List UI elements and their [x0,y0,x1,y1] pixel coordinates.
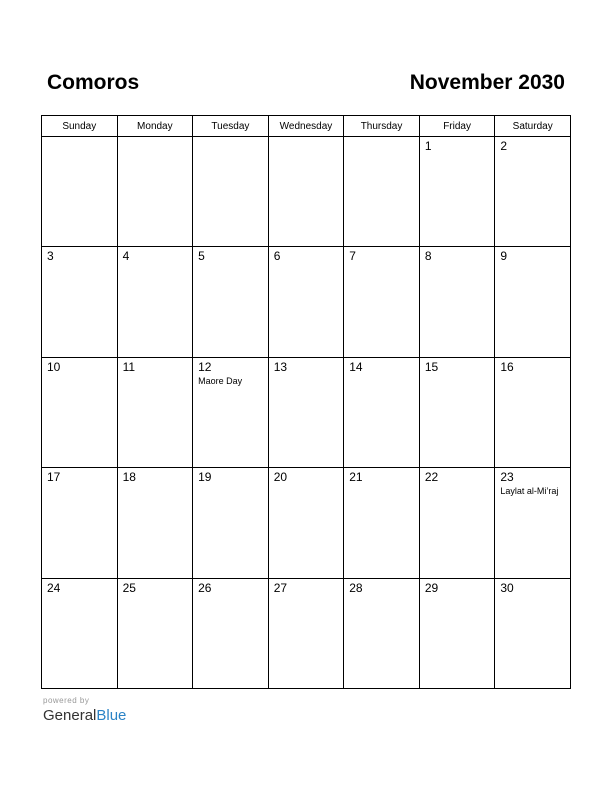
holiday-label: Laylat al-Mi’raj [500,486,559,497]
day-number: 18 [122,470,136,485]
day-cell [344,468,420,578]
day-number [42,137,117,140]
month-year-title: November 2030 [409,71,565,94]
day-number: 8 [424,249,432,264]
day-number: 28 [349,580,363,595]
day-cell [268,578,344,688]
day-number [344,137,419,140]
weekday-friday: Friday [419,116,495,137]
footer-branding [43,696,126,724]
day-cell [495,578,571,688]
day-number: 23 [500,470,514,485]
day-cell [42,357,118,467]
day-number: 9 [500,249,508,264]
day-number: 1 [424,139,432,153]
day-cell [193,137,269,247]
day-cell [42,137,118,247]
brand-name-part1: General [43,707,97,724]
day-number: 21 [349,470,363,485]
day-cell [344,137,420,247]
day-number: 20 [273,470,288,485]
day-cell [193,578,269,688]
day-cell [42,247,118,357]
week-row [42,578,571,688]
day-number: 11 [122,359,136,374]
day-number: 24 [47,580,61,595]
day-number [193,137,268,140]
day-cell [344,247,420,357]
day-cell [42,578,118,688]
calendar-grid [41,115,571,689]
powered-by-text: powered by [43,696,90,705]
weekday-monday: Monday [117,116,193,137]
day-cell [193,357,269,467]
day-cell [419,247,495,357]
week-row [42,468,571,578]
day-number: 13 [273,359,288,374]
day-cell [419,468,495,578]
day-number: 4 [122,249,130,264]
day-cell [117,468,193,578]
day-number: 7 [349,249,356,264]
day-cell [117,357,193,467]
day-cell [495,247,571,357]
day-cell [42,468,118,578]
day-number: 14 [349,359,363,374]
weekday-thursday: Thursday [344,116,420,137]
day-number: 2 [500,139,508,153]
day-number: 12 [198,359,212,374]
day-cell [344,357,420,467]
week-row [42,137,571,247]
day-number: 10 [47,359,61,374]
day-cell [117,137,193,247]
day-cell [193,247,269,357]
day-number: 26 [198,580,212,595]
day-number [118,137,193,140]
day-cell [193,468,269,578]
weekday-tuesday: Tuesday [193,116,269,137]
day-cell [419,578,495,688]
day-cell [117,247,193,357]
day-cell [117,578,193,688]
weekday-header-row [42,116,571,137]
week-row [42,247,571,357]
day-cell [268,247,344,357]
day-number: 27 [273,580,288,595]
day-number: 19 [198,470,212,485]
day-cell [268,357,344,467]
day-cell [495,468,571,578]
brand-logo[interactable] [43,707,126,724]
day-number: 30 [500,580,514,595]
day-number: 22 [424,470,439,485]
day-number: 15 [424,359,439,374]
day-cell [344,578,420,688]
day-number: 29 [424,580,439,595]
day-number: 3 [47,249,54,264]
day-number: 25 [122,580,136,595]
day-cell [495,357,571,467]
country-title: Comoros [47,71,140,94]
day-number: 16 [500,359,514,374]
weekday-wednesday: Wednesday [268,116,344,137]
day-number [269,137,344,140]
day-number: 17 [47,470,61,485]
day-cell [268,137,344,247]
day-number: 5 [198,249,205,264]
brand-name-part2: Blue [96,707,127,724]
day-cell [419,357,495,467]
day-cell [268,468,344,578]
weekday-saturday: Saturday [495,116,571,137]
week-row [42,357,571,467]
weekday-sunday: Sunday [42,116,118,137]
day-number: 6 [273,249,281,264]
day-cell [495,137,571,247]
day-cell [419,137,495,247]
holiday-label: Maore Day [198,375,243,386]
